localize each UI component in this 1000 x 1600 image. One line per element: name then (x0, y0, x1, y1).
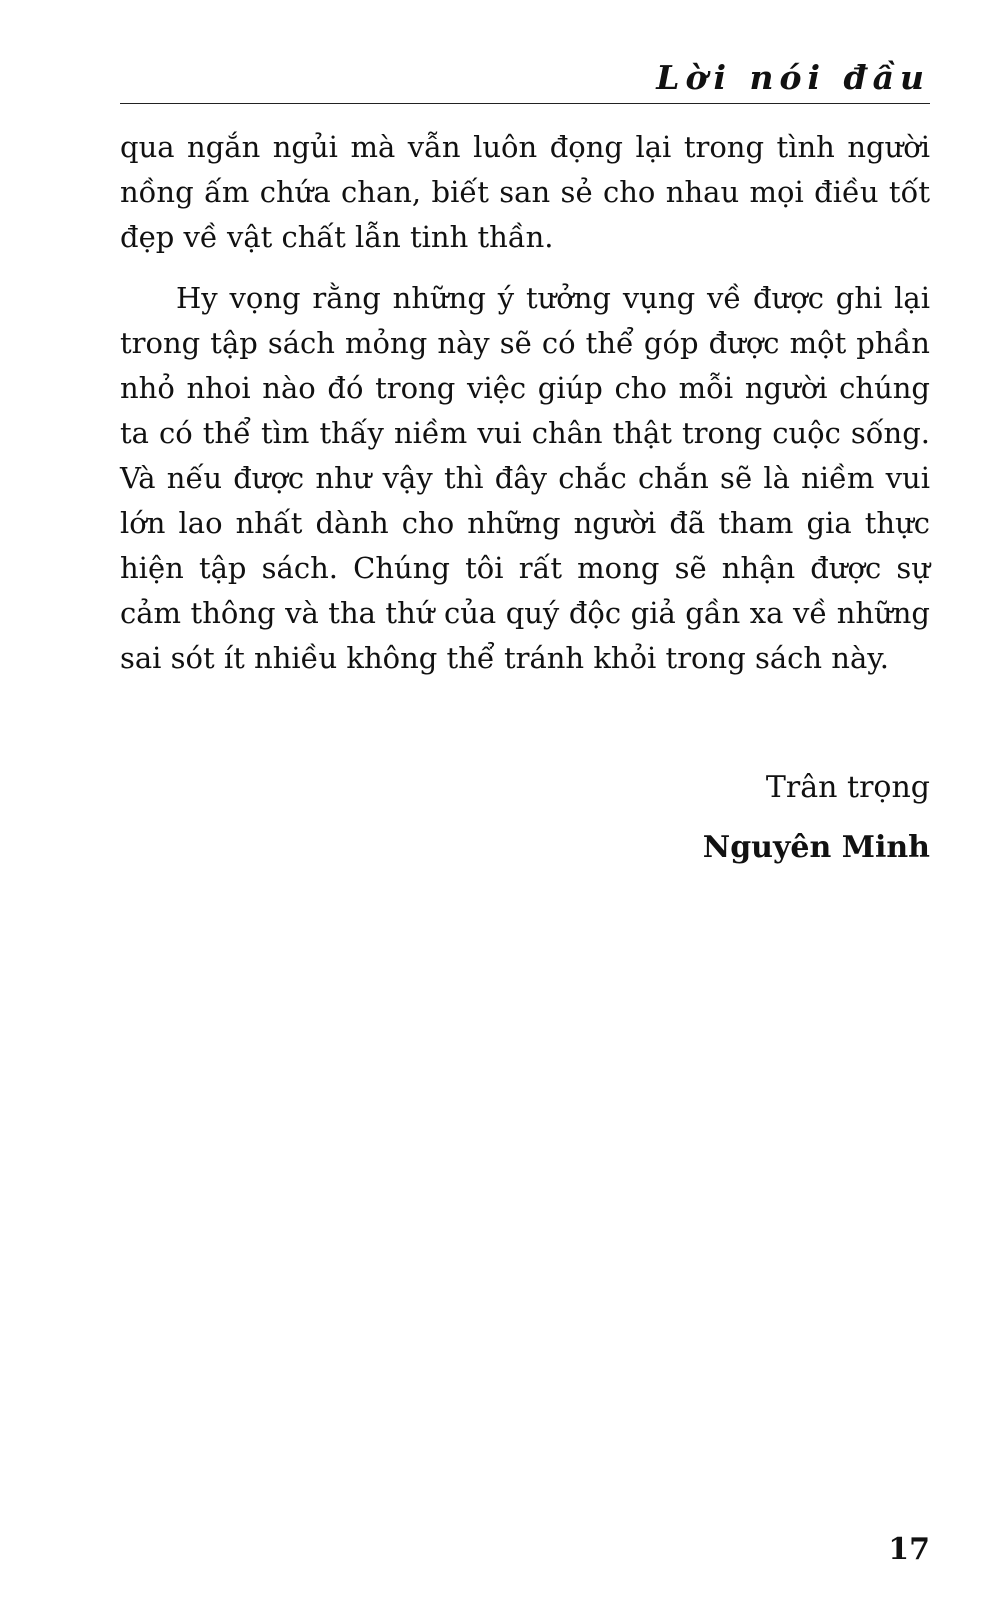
header-divider (120, 103, 930, 104)
paragraph-continued: qua ngắn ngủi mà vẫn luôn đọng lại trong tình người nồng ấm chứa chan, biết san sẻ cho nhau mọi điều tốt đẹp về vật chất lẫn tinh thần. (120, 130, 930, 254)
closing-salutation: Trân trọng (765, 770, 930, 805)
author-name: Nguyên Minh (702, 830, 930, 865)
paragraph-hope: Hy vọng rằng những ý tưởng vụng về được ghi lại trong tập sách mỏng này sẽ có thể góp được một phần nhỏ nhoi nào đó trong việc giúp cho mỗi người chúng ta có thể tìm thấy niềm vui chân thật trong cuộc sống. Và nếu được như vậy thì đây chắc chắn sẽ là niềm vui lớn lao nhất dành cho những người đã tham gia thực hiện tập sách. Chúng tôi rất mong sẽ nhận được sự cảm thông và tha thứ của quý độc giả gần xa về những sai sót ít nhiều không thể tránh khỏi trong sách này. (120, 281, 930, 675)
running-header-title: Lời nói đầu (656, 58, 930, 97)
closing-block (120, 768, 930, 868)
body-text (120, 125, 930, 681)
page-number: 17 (888, 1532, 930, 1567)
